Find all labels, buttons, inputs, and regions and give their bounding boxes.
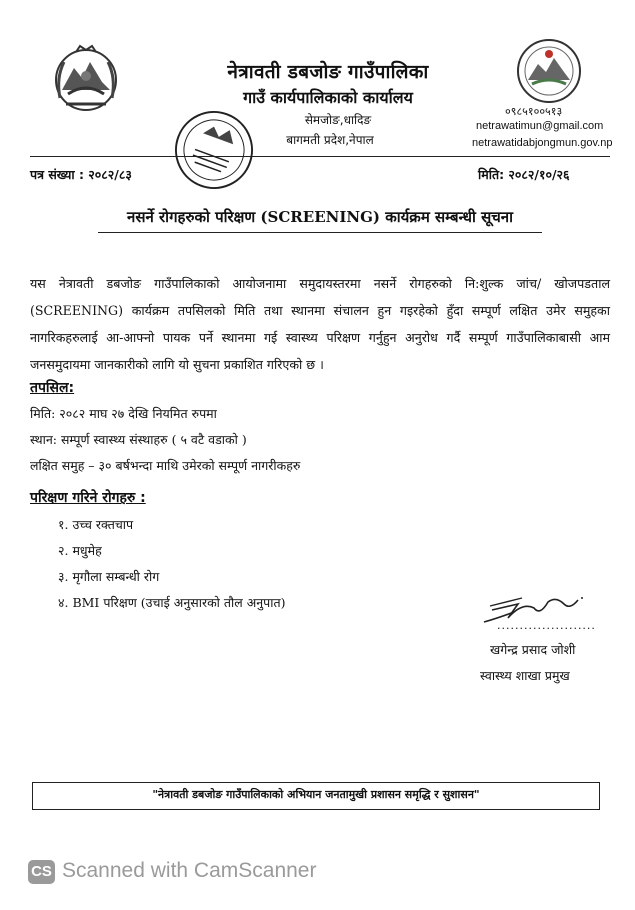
details-place: स्थान: सम्पूर्ण स्वास्थ्य संस्थाहरु ( ५ वटै वडाको ) xyxy=(30,432,247,447)
office-name: गाउँ कार्यपालिकाको कार्यालय xyxy=(243,88,413,107)
signatory-designation: स्वास्थ्य शाखा प्रमुख xyxy=(480,668,570,683)
details-date: मिति: २०८२ माघ २७ देखि नियमित रुपमा xyxy=(30,406,217,421)
email-address: netrawatimun@gmail.com xyxy=(476,120,604,132)
municipality-logo xyxy=(516,38,582,104)
municipality-name: नेत्रावती डबजोङ गाउँपालिका xyxy=(227,61,429,83)
website-address: netrawatidabjongmun.gov.np xyxy=(472,137,613,149)
address-line-1: सेमजोङ,धादिङ xyxy=(304,113,372,127)
letter-date: मिति: २०८२/१०/२६ xyxy=(478,167,570,182)
notice-body: यस नेत्रावती डबजोङ गाउँपालिकाको आयोजनामा समुदायस्तरमा नसर्ने रोगहरुको नि:शुल्क जांच/ खोजपडताल (SCREENING) कार्यक्रम तपसिलको मिति तथा स्थानमा संचालन हुन गइरहेको हुँदा सम्पूर्ण लक्षित उमेर समुहका नागरिकहरुलाई आ-आफ्नो पायक पर्ने स्थानमा गई स्वास्थ्य परिक्षण गर्नुहुन अनुरोध गर्दै सम्पूर्ण गाउँपालिकाबासी आम जनसमुदायमा जानकारीको लागि यो सुचना प्रकाशित गरिएको छ । xyxy=(30,276,610,372)
address-line-2: बागमती प्रदेश,नेपाल xyxy=(286,133,374,147)
subject-underline xyxy=(98,232,542,233)
notice-subject: नसर्ने रोगहरुको परिक्षण (SCREENING) कार्यक्रम सम्बन्धी सूचना xyxy=(127,208,513,226)
signatory-name: खगेन्द्र प्रसाद जोशी xyxy=(490,642,576,657)
footer-slogan: "नेत्रावती डबजोङ गाउँपालिकाको अभियान जनतामुखी प्रशासन समृद्धि र सुशासन" xyxy=(152,788,480,801)
camscanner-badge-icon: CS xyxy=(28,860,55,884)
nepal-emblem-logo xyxy=(46,38,126,118)
disease-item: २. मधुमेह xyxy=(58,543,102,558)
disease-item: ३. मृगौला सम्बन्धी रोग xyxy=(58,569,160,584)
details-heading: तपसिल: xyxy=(30,380,75,396)
header-divider xyxy=(30,156,610,157)
disease-item: ४. BMI परिक्षण (उचाई अनुसारको तौल अनुपात) xyxy=(58,595,286,610)
reference-number: पत्र संख्या : २०८२/८३ xyxy=(30,167,132,182)
disease-item: १. उच्च रक्तचाप xyxy=(58,517,134,532)
camscanner-watermark: Scanned with CamScanner xyxy=(62,859,317,882)
diseases-heading: परिक्षण गरिने रोगहरु : xyxy=(30,490,146,506)
office-stamp-seal xyxy=(172,108,256,192)
signature-line: ...................... xyxy=(497,619,596,632)
phone-number: ०९८५१००५१३ xyxy=(505,105,563,118)
details-target-group: लक्षित समुह – ३० बर्षभन्दा माथि उमेरको सम्पूर्ण नागरीकहरु xyxy=(30,458,301,473)
